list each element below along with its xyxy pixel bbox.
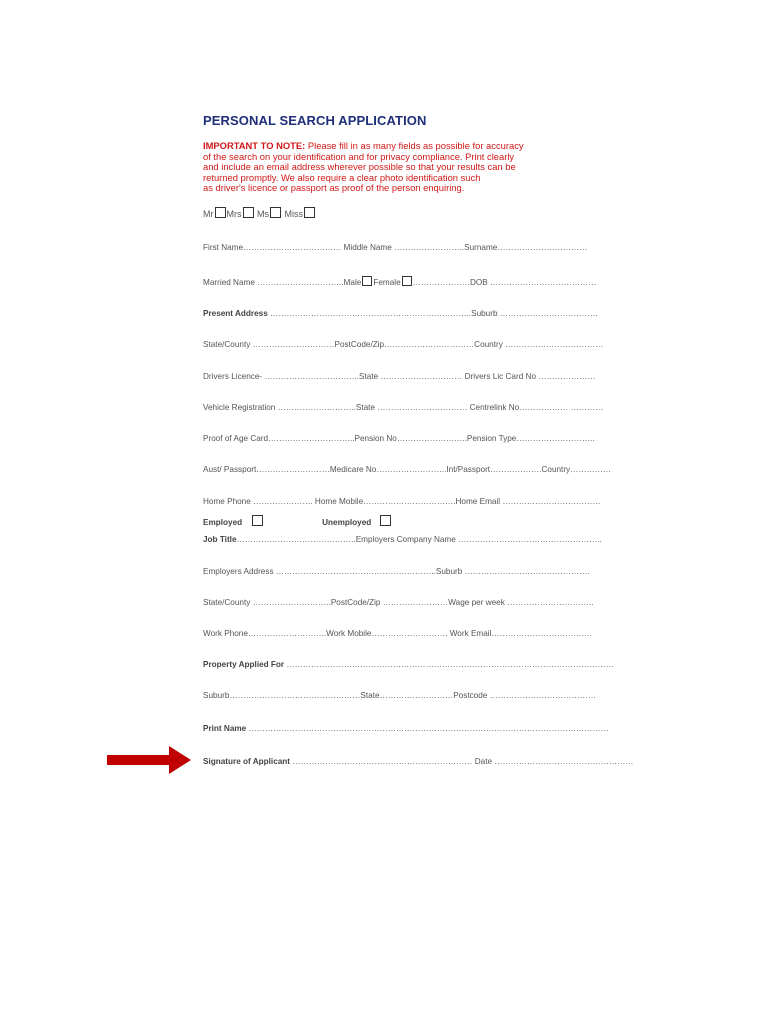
job-title-row[interactable] — [203, 535, 602, 544]
checkbox-employed[interactable] — [252, 515, 263, 526]
title-selection-row — [203, 207, 316, 219]
note-line-4: returned promptly. We also require a clear photo identification such — [203, 171, 481, 183]
title-miss-label: Miss — [284, 209, 304, 219]
print-name-row[interactable] — [203, 724, 609, 733]
print-name-label: Print Name — [203, 724, 247, 733]
print-name-field[interactable]: …………………………………………………………………………………………………………………… — [246, 724, 609, 733]
title-mr-label: Mr — [203, 209, 214, 219]
checkbox-miss[interactable] — [304, 207, 315, 218]
note-label: IMPORTANT TO NOTE: — [203, 140, 306, 151]
female-label: Female — [373, 278, 401, 287]
proof-of-age-row[interactable]: Proof of Age Card…………………………..Pension No……………………..Pension Type……………………….. — [203, 434, 595, 443]
employer-state-row[interactable]: State/County ………………………..PostCode/Zip ……………………Wage per week ………………………….. — [203, 598, 594, 607]
present-address-row[interactable] — [203, 309, 598, 318]
note-line-1: Please fill in as many fields as possible for accuracy — [305, 140, 524, 151]
name-field-row[interactable]: First Name……………………………… Middle Name ……………………..Surname…………………………… — [203, 243, 588, 252]
employed-label: Employed — [203, 518, 243, 527]
home-phone-row[interactable]: Home Phone …………………. Home Mobile…………………………….Home Email ……………………………… — [203, 497, 601, 506]
dob-field[interactable]: …………………DOB ………………………………… — [412, 278, 597, 287]
present-address-field[interactable]: ………………………………………………………………..Suburb ……………………………… — [267, 309, 599, 318]
state-postcode-row[interactable]: State/County …………………………PostCode/Zip……………………………Country ……………………………… — [203, 340, 604, 349]
property-applied-label: Property Applied For — [203, 660, 285, 669]
title-mrs-label: Mrs — [226, 209, 242, 219]
married-name-field[interactable]: Married Name …………………………..Male — [203, 278, 362, 287]
checkbox-ms[interactable] — [270, 207, 281, 218]
checkbox-mrs[interactable] — [243, 207, 254, 218]
signature-label: Signature of Applicant — [203, 757, 291, 766]
property-applied-row[interactable] — [203, 660, 614, 669]
checkbox-unemployed[interactable] — [380, 515, 391, 526]
note-line-3: and include an email address wherever possible so that your results can be — [203, 161, 516, 173]
right-arrow-icon — [107, 746, 191, 774]
suburb-postcode-row[interactable]: Suburb…………………………………………State………………………Postcode ………………………………… — [203, 691, 597, 700]
signature-field[interactable]: ………………………………………………………… Date …………………………………………… — [290, 757, 634, 766]
work-phone-row[interactable]: Work Phone………………………..Work Mobile………………………. Work Email………………………………. — [203, 629, 592, 638]
checkbox-female[interactable] — [402, 276, 412, 286]
property-applied-field[interactable]: ………………………………………………………………………………………………………… — [284, 660, 614, 669]
married-name-row[interactable] — [203, 276, 596, 287]
present-address-label: Present Address — [203, 309, 268, 318]
employment-status-row — [203, 515, 392, 527]
passport-medicare-row[interactable]: Aust/ Passport………………………Medicare No……………………..Int/Passport……………….Country…………… — [203, 465, 612, 474]
drivers-licence-row[interactable]: Drivers Licence- ……………………………..State ………………………… Drivers Lic Card No ………………… — [203, 372, 596, 381]
note-line-5: as driver's licence or passport as proof of the person enquiring. — [203, 182, 465, 194]
note-line-2: of the search on your identification and for privacy compliance. Print clearly — [203, 150, 515, 162]
title-ms-label: Ms — [257, 209, 270, 219]
job-title-label: Job Title — [203, 535, 237, 544]
form-title: PERSONAL SEARCH APPLICATION — [203, 113, 427, 128]
important-note — [203, 141, 563, 194]
vehicle-registration-row[interactable]: Vehicle Registration ………………………..State …………………………… Centrelink No……………… ………… — [203, 403, 604, 412]
unemployed-label: Unemployed — [322, 518, 372, 527]
checkbox-mr[interactable] — [215, 207, 226, 218]
job-title-field[interactable]: ……………………………………..Employers Company Name …………………………………………….. — [236, 535, 602, 544]
signature-row[interactable] — [203, 757, 633, 766]
checkbox-male[interactable] — [362, 276, 372, 286]
employers-address-row[interactable]: Employers Address …………………………………………………..Suburb ………………………………………. — [203, 567, 590, 576]
